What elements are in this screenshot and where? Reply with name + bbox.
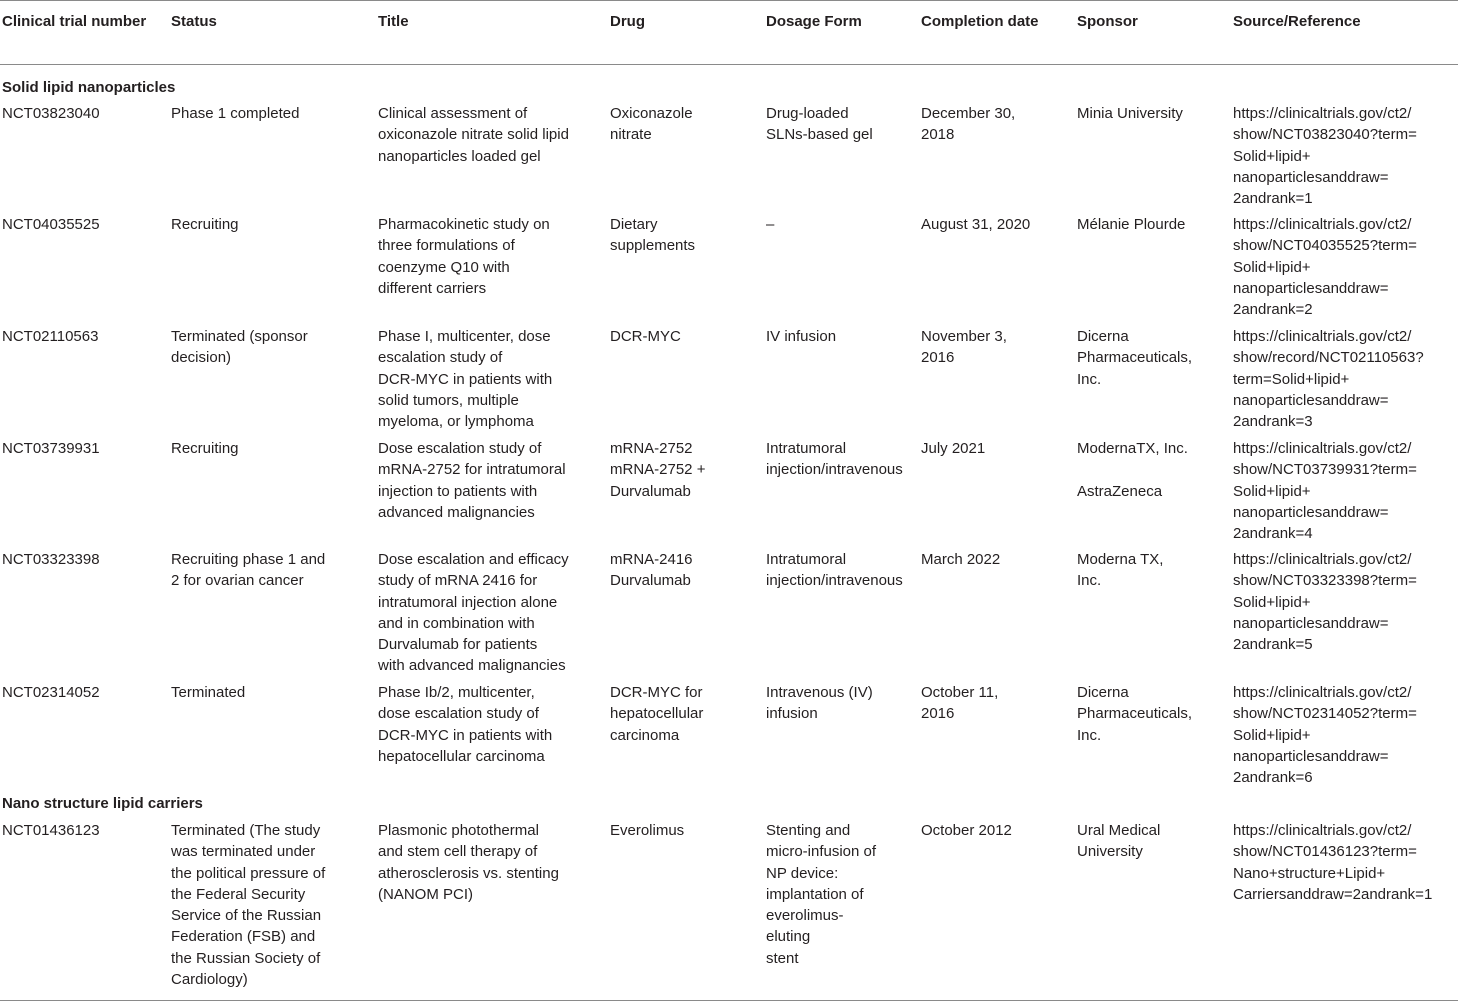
header-drug: Drug	[610, 13, 645, 30]
cell-status: Recruiting	[171, 216, 239, 233]
cell-source-reference: https://clinicaltrials.gov/ct2/ show/NCT04035525?term= Solid+lipid+ nanoparticlesanddraw= 2andrank=2	[1233, 216, 1417, 319]
header-status: Status	[171, 13, 217, 30]
cell-sponsor: Dicerna Pharmaceuticals, Inc.	[1077, 328, 1193, 388]
cell-sponsor: Minia University	[1077, 105, 1183, 122]
header-dosage-form: Dosage Form	[766, 13, 862, 30]
cell-completion-date: December 30, 2018	[921, 105, 1016, 144]
section-heading-nano-structure-lipid-carriers: Nano structure lipid carriers	[2, 795, 203, 812]
cell-title: Phase I, multicenter, dose escalation study of DCR-MYC in patients with solid tumors, multiple myeloma, or lymphoma	[378, 328, 553, 431]
header-sponsor: Sponsor	[1077, 13, 1138, 30]
cell-dosage-form: –	[766, 216, 775, 233]
section-heading-solid-lipid-nanoparticles: Solid lipid nanoparticles	[2, 79, 176, 96]
cell-sponsor: Ural Medical University	[1077, 822, 1161, 861]
cell-drug: DCR-MYC for hepatocellular carcinoma	[610, 684, 704, 744]
cell-title: Plasmonic photothermal and stem cell therapy of atherosclerosis vs. stenting (NANOM PCI)	[378, 822, 559, 903]
cell-trial-number: NCT03323398	[2, 551, 100, 568]
cell-trial-number: NCT04035525	[2, 216, 100, 233]
cell-dosage-form: Intravenous (IV) infusion	[766, 684, 873, 723]
cell-trial-number: NCT02110563	[2, 328, 99, 345]
cell-status: Terminated	[171, 684, 246, 701]
cell-drug: Dietary supplements	[610, 216, 696, 255]
cell-trial-number: NCT02314052	[2, 684, 100, 701]
cell-sponsor: Dicerna Pharmaceuticals, Inc.	[1077, 684, 1193, 744]
cell-source-reference: https://clinicaltrials.gov/ct2/ show/NCT01436123?term= Nano+structure+Lipid+ Carriersanddraw=2andrank=1	[1233, 822, 1433, 903]
cell-status: Terminated (sponsor decision)	[171, 328, 308, 367]
cell-completion-date: November 3, 2016	[921, 328, 1007, 367]
table-bottom-rule	[0, 1000, 1458, 1001]
cell-dosage-form: Intratumoral injection/intravenous	[766, 440, 903, 479]
cell-status: Phase 1 completed	[171, 105, 300, 122]
cell-source-reference: https://clinicaltrials.gov/ct2/ show/record/NCT02110563? term=Solid+lipid+ nanoparticlesanddraw= 2andrank=3	[1233, 328, 1424, 431]
cell-title: Clinical assessment of oxiconazole nitrate solid lipid nanoparticles loaded gel	[378, 105, 569, 165]
cell-dosage-form: Stenting and micro-infusion of NP device: implantation of everolimus- eluting stent	[766, 822, 877, 967]
cell-source-reference: https://clinicaltrials.gov/ct2/ show/NCT03323398?term= Solid+lipid+ nanoparticlesanddraw= 2andrank=5	[1233, 551, 1417, 654]
cell-drug: Everolimus	[610, 822, 685, 839]
cell-source-reference: https://clinicaltrials.gov/ct2/ show/NCT03823040?term= Solid+lipid+ nanoparticlesanddraw= 2andrank=1	[1233, 105, 1417, 208]
header-trial-number: Clinical trial number	[2, 13, 147, 30]
table-top-rule	[0, 0, 1458, 1]
cell-sponsor: Moderna TX, Inc.	[1077, 551, 1164, 590]
cell-status: Recruiting	[171, 440, 239, 457]
table-header-row	[0, 11, 1458, 61]
cell-drug: mRNA-2416 Durvalumab	[610, 551, 693, 590]
cell-completion-date: March 2022	[921, 551, 1001, 568]
cell-sponsor: Mélanie Plourde	[1077, 216, 1186, 233]
cell-dosage-form: Intratumoral injection/intravenous	[766, 551, 903, 590]
cell-drug: DCR-MYC	[610, 328, 681, 345]
cell-title: Dose escalation and efficacy study of mRNA 2416 for intratumoral injection alone and in combination with Durvalumab for patients with advanced malignancies	[378, 551, 569, 675]
cell-dosage-form: IV infusion	[766, 328, 837, 345]
cell-trial-number: NCT03739931	[2, 440, 100, 457]
cell-trial-number: NCT01436123	[2, 822, 100, 839]
cell-drug: Oxiconazole nitrate	[610, 105, 693, 144]
cell-title: Dose escalation study of mRNA-2752 for intratumoral injection to patients with advanced malignancies	[378, 440, 566, 521]
cell-status: Terminated (The study was terminated under the political pressure of the Federal Security Service of the Russian Federation (FSB) and the Russian Society of Cardiology)	[171, 822, 326, 989]
cell-completion-date: August 31, 2020	[921, 216, 1031, 233]
header-completion-date: Completion date	[921, 13, 1039, 30]
cell-sponsor: ModernaTX, Inc. AstraZeneca	[1077, 440, 1188, 500]
cell-completion-date: October 2012	[921, 822, 1012, 839]
cell-drug: mRNA-2752 mRNA-2752 + Durvalumab	[610, 440, 706, 500]
table-header-rule	[0, 64, 1458, 65]
header-title: Title	[378, 13, 409, 30]
cell-completion-date: July 2021	[921, 440, 986, 457]
cell-title: Pharmacokinetic study on three formulations of coenzyme Q10 with different carriers	[378, 216, 550, 297]
cell-title: Phase Ib/2, multicenter, dose escalation study of DCR-MYC in patients with hepatocellular carcinoma	[378, 684, 553, 765]
cell-status: Recruiting phase 1 and 2 for ovarian cancer	[171, 551, 326, 590]
cell-source-reference: https://clinicaltrials.gov/ct2/ show/NCT03739931?term= Solid+lipid+ nanoparticlesanddraw= 2andrank=4	[1233, 440, 1417, 543]
header-source-reference: Source/Reference	[1233, 13, 1361, 30]
cell-dosage-form: Drug-loaded SLNs-based gel	[766, 105, 873, 144]
cell-source-reference: https://clinicaltrials.gov/ct2/ show/NCT02314052?term= Solid+lipid+ nanoparticlesanddraw= 2andrank=6	[1233, 684, 1417, 787]
cell-trial-number: NCT03823040	[2, 105, 100, 122]
cell-completion-date: October 11, 2016	[921, 684, 999, 723]
